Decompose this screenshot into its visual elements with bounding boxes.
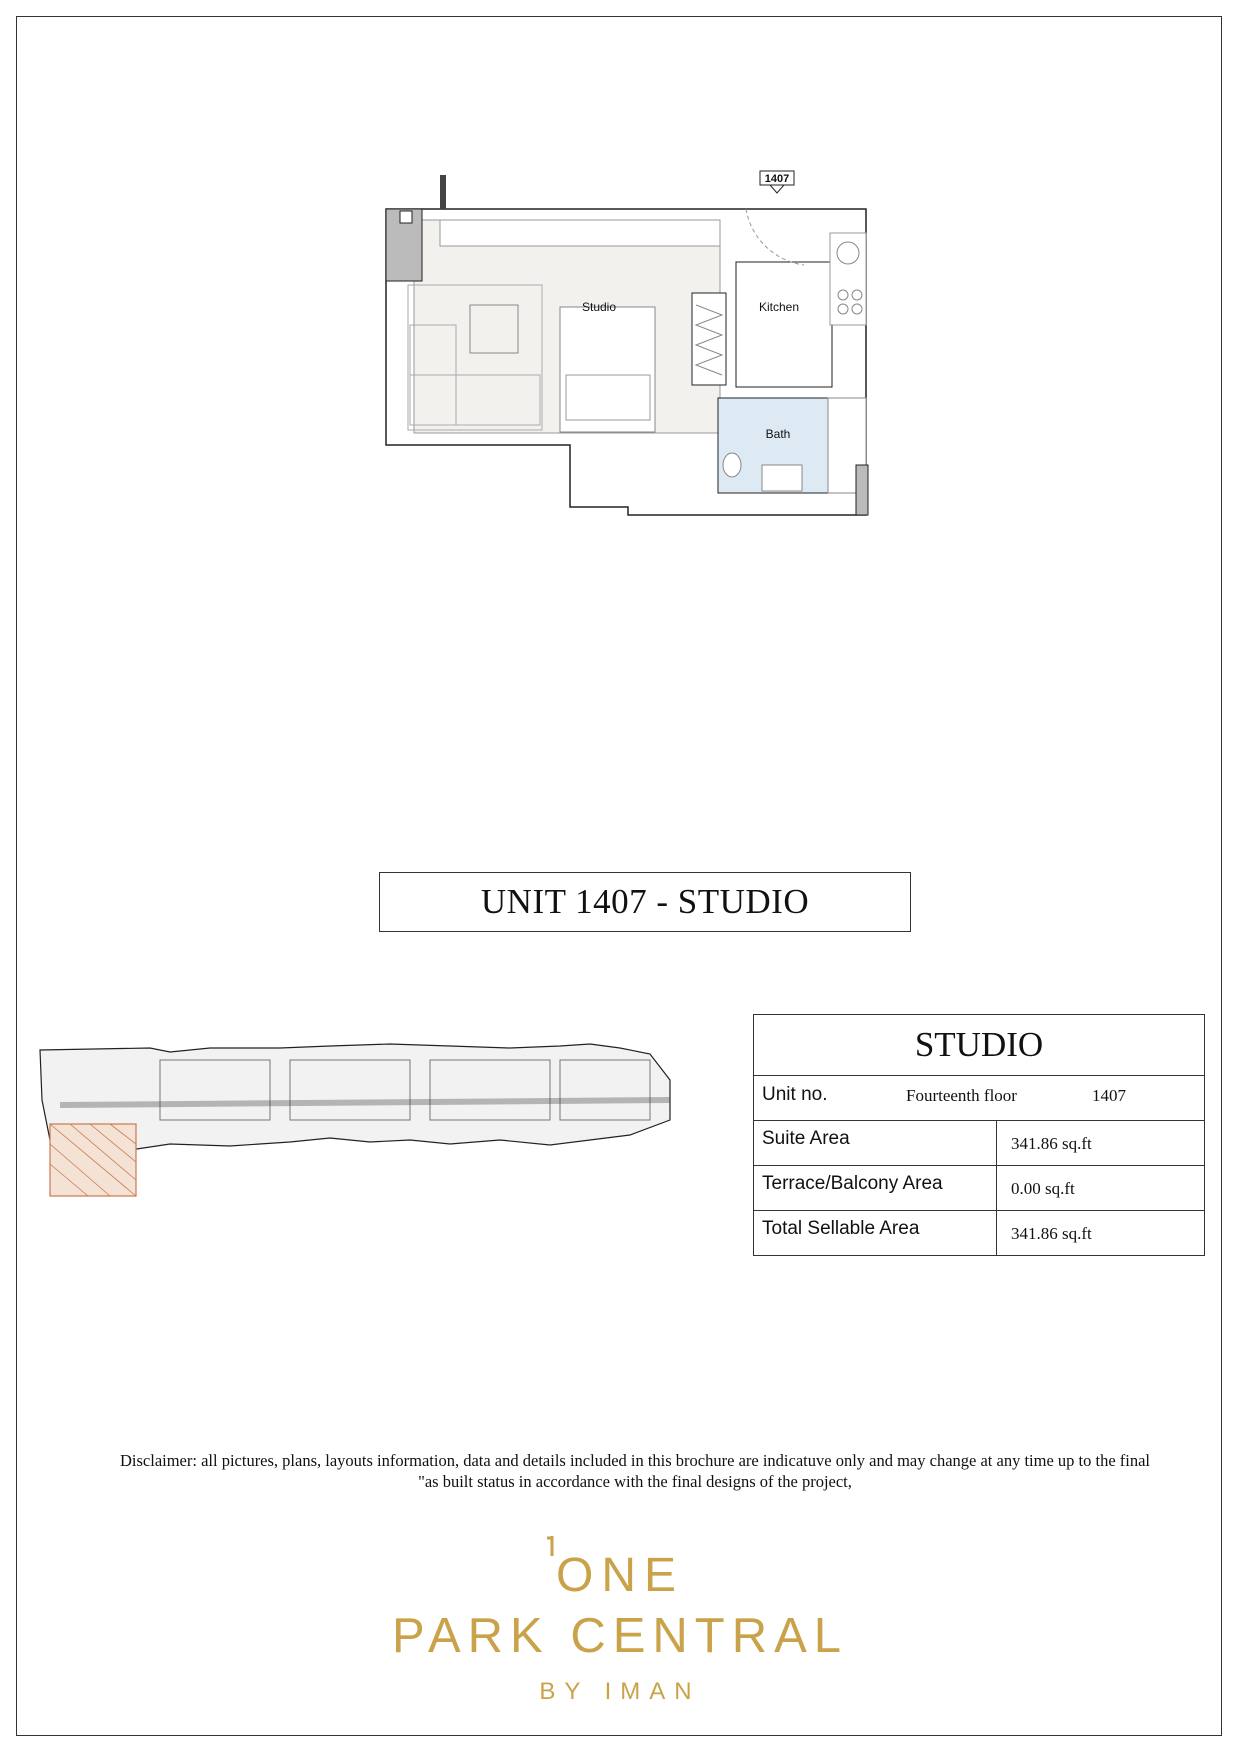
unit-number-row xyxy=(754,1076,1204,1121)
logo-line-park-central: PARK CENTRAL xyxy=(391,1609,849,1663)
unit-no-value: 1407 xyxy=(1092,1086,1126,1105)
unit-tag: 1407 xyxy=(764,173,790,185)
terrace-area-row xyxy=(754,1166,1204,1211)
unit-floor-plan xyxy=(370,165,880,540)
floor-key-plan xyxy=(30,1040,735,1220)
total-area-label: Total Sellable Area xyxy=(754,1211,997,1255)
total-area-value: 341.86 sq.ft xyxy=(1011,1224,1092,1243)
suite-area-row xyxy=(754,1121,1204,1166)
unit-info-table xyxy=(753,1014,1205,1256)
unit-no-label: Unit no. xyxy=(762,1084,828,1105)
room-label-studio: Studio xyxy=(581,300,617,314)
disclaimer-line-2: "as built status in accordance with the final designs of the project, xyxy=(418,1472,852,1491)
disclaimer xyxy=(60,1450,1210,1492)
room-label-bath: Bath xyxy=(765,427,791,441)
suite-area-value: 341.86 sq.ft xyxy=(1011,1134,1092,1153)
logo-line-by-iman: BY IMAN xyxy=(539,1678,701,1705)
terrace-area-value: 0.00 sq.ft xyxy=(1011,1179,1075,1198)
disclaimer-line-1: Disclaimer: all pictures, plans, layouts information, data and details included in this brochure are indicatuve only and may change at any time up to the final xyxy=(119,1451,1151,1470)
terrace-area-label: Terrace/Balcony Area xyxy=(754,1166,997,1210)
info-table-heading: STUDIO xyxy=(754,1015,1204,1076)
one-park-central-logo xyxy=(340,1528,900,1708)
logo-line-one: ONE xyxy=(555,1549,684,1602)
total-area-row xyxy=(754,1211,1204,1255)
room-label-kitchen: Kitchen xyxy=(758,300,800,314)
floor-value: Fourteenth floor xyxy=(906,1086,1017,1105)
unit-title: UNIT 1407 - STUDIO xyxy=(379,872,911,932)
suite-area-label: Suite Area xyxy=(754,1121,997,1165)
